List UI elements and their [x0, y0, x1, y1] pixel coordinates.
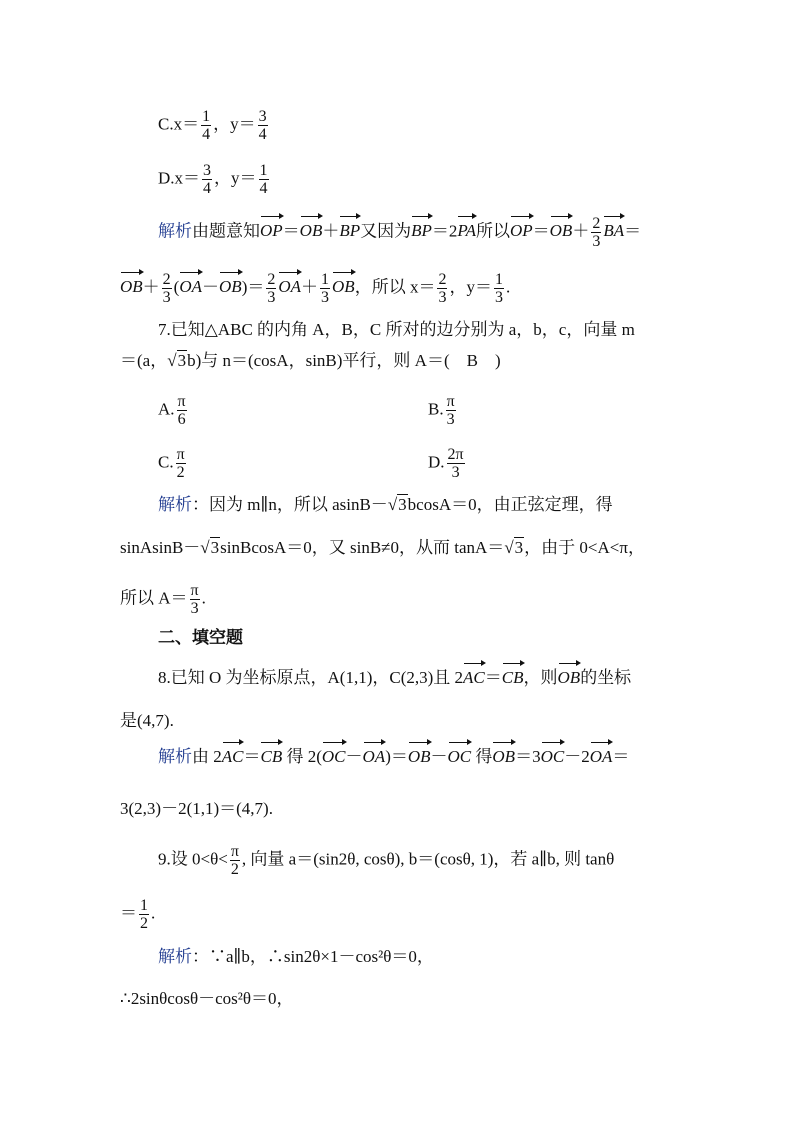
vector-ob: OB — [549, 221, 573, 241]
q8-stem-line-1: 8.已知 O 为坐标原点，A(1,1)，C(2,3)且 2AC＝CB，则OB的坐标 — [158, 668, 632, 687]
fraction: $\frac{2}{3}$ — [162, 271, 171, 306]
vector-oc: OC — [321, 747, 346, 766]
vector-ob: OB — [492, 747, 516, 766]
q9-solution-line-1: 解析：∵a∥b，∴sin2θ×1－cos²θ＝0， — [158, 947, 434, 966]
vector-cb: CB — [260, 747, 283, 766]
sqrt: √3 — [387, 495, 407, 514]
vector-bp: BP — [411, 221, 432, 241]
q8-solution-line-2: 3(2,3)－2(1,1)＝(4,7). — [120, 799, 273, 818]
q6-solution-line-1: 解析由题意知OP＝OB＋BP又因为BP＝2PA所以OP＝OB＋ $\frac{2}{3}$ BA＝ — [158, 215, 642, 250]
q9-stem-line-2: ＝ $\frac{1}{2}$ . — [120, 897, 156, 932]
vector-ba: BA — [603, 221, 625, 241]
vector-ob: OB — [407, 747, 431, 766]
fraction: $\frac{2\pi}{3}$ — [447, 446, 464, 481]
solution-label: 解析 — [158, 747, 192, 766]
vector-oc: OC — [447, 747, 472, 766]
vector-ac: AC — [463, 668, 485, 687]
fraction: $\frac{3}{4}$ — [203, 162, 212, 197]
vector-ob: OB — [332, 277, 355, 297]
fraction: $\frac{2}{3}$ — [267, 271, 276, 306]
vector-cb: CB — [501, 668, 524, 687]
fraction: $\frac{2}{3}$ — [438, 271, 447, 306]
q7-solution-line-1: 解析：因为 m∥n，所以 asinB－√3bcosA＝0，由正弦定理，得 — [158, 495, 613, 514]
q7-solution-line-3: 所以 A＝ $\frac{\pi}{3}$ . — [120, 582, 206, 617]
solution-label: 解析 — [158, 947, 192, 966]
solution-label: 解析 — [158, 221, 192, 241]
q7-option-c: C. $\frac{\pi}{2}$ — [158, 446, 185, 481]
sqrt: √3 — [167, 351, 187, 370]
vector-pa: PA — [457, 221, 476, 241]
q6-option-d: D.x＝ $\frac{3}{4}$ ，y＝ $\frac{1}{4}$ — [158, 162, 268, 197]
vector-oa: OA — [362, 747, 386, 766]
q7-solution-line-2: sinAsinB－√3sinBcosA＝0，又 sinB≠0，从而 tanA＝√3，由于 0<A<π， — [120, 538, 645, 557]
sqrt: √3 — [504, 538, 524, 557]
q6-option-c: C.x＝ $\frac{1}{4}$ ，y＝ $\frac{3}{4}$ — [158, 108, 267, 143]
fraction: $\frac{\pi}{2}$ — [230, 843, 239, 878]
vector-op: OP — [509, 221, 533, 241]
q7-option-b: B. $\frac{\pi}{3}$ — [428, 393, 455, 428]
fraction: $\frac{3}{4}$ — [258, 108, 267, 143]
q7-option-d: D. $\frac{2\pi}{3}$ — [428, 446, 464, 481]
vector-ob: OB — [557, 668, 581, 687]
fraction: $\frac{1}{4}$ — [259, 162, 268, 197]
fraction: $\frac{1}{4}$ — [202, 108, 211, 143]
q6-solution-line-2: OB＋ $\frac{2}{3}$ (OA－OB)＝ $\frac{2}{3}$ OA＋ $\frac{1}{3}$ OB，所以 x＝ $\frac{2}{3}$ ，y＝ $\frac{1}{3}$ . — [120, 271, 511, 306]
solution-label: 解析 — [158, 495, 192, 514]
fraction: $\frac{\pi}{3}$ — [446, 393, 455, 428]
q8-solution-line-1: 解析由 2AC＝CB 得 2(OC－OA)＝OB－OC 得OB＝3OC－2OA＝ — [158, 747, 630, 766]
vector-ac: AC — [221, 747, 244, 766]
fraction: $\frac{1}{3}$ — [321, 271, 330, 306]
fraction: $\frac{\pi}{6}$ — [177, 393, 186, 428]
fraction: $\frac{\pi}{3}$ — [190, 582, 199, 617]
section-heading: 二、填空题 — [158, 628, 243, 647]
vector-oa: OA — [278, 277, 302, 297]
vector-ob: OB — [219, 277, 242, 297]
vector-ob: OB — [120, 277, 143, 297]
vector-bp: BP — [339, 221, 361, 241]
q9-solution-line-2: ∴2sinθcosθ－cos²θ＝0， — [120, 989, 294, 1008]
fraction: $\frac{1}{2}$ — [140, 897, 148, 932]
q7-option-a: A. $\frac{\pi}{6}$ — [158, 393, 186, 428]
q8-stem-line-2: 是(4,7). — [120, 711, 174, 730]
q9-stem-line-1: 9.设 0<θ< $\frac{\pi}{2}$ , 向量 a＝(sin2θ, cosθ), b＝(cosθ, 1)，若 a∥b, 则 tanθ — [158, 843, 615, 878]
q7-stem-line-1: 7.已知△ABC 的内角 A，B，C 所对的边分别为 a，b，c，向量 m — [158, 320, 635, 339]
vector-ob: OB — [299, 221, 323, 241]
fraction: $\frac{2}{3}$ — [592, 215, 601, 250]
fraction: $\frac{1}{3}$ — [494, 271, 503, 306]
fraction: $\frac{\pi}{2}$ — [176, 446, 185, 481]
vector-oa: OA — [589, 747, 613, 766]
sqrt: √3 — [200, 538, 220, 557]
vector-op: OP — [260, 221, 283, 241]
q7-stem-line-2: ＝(a，√3b)与 n＝(cosA，sinB)平行，则 A＝( B ) — [120, 351, 501, 370]
vector-oa: OA — [179, 277, 203, 297]
vector-oc: OC — [540, 747, 565, 766]
